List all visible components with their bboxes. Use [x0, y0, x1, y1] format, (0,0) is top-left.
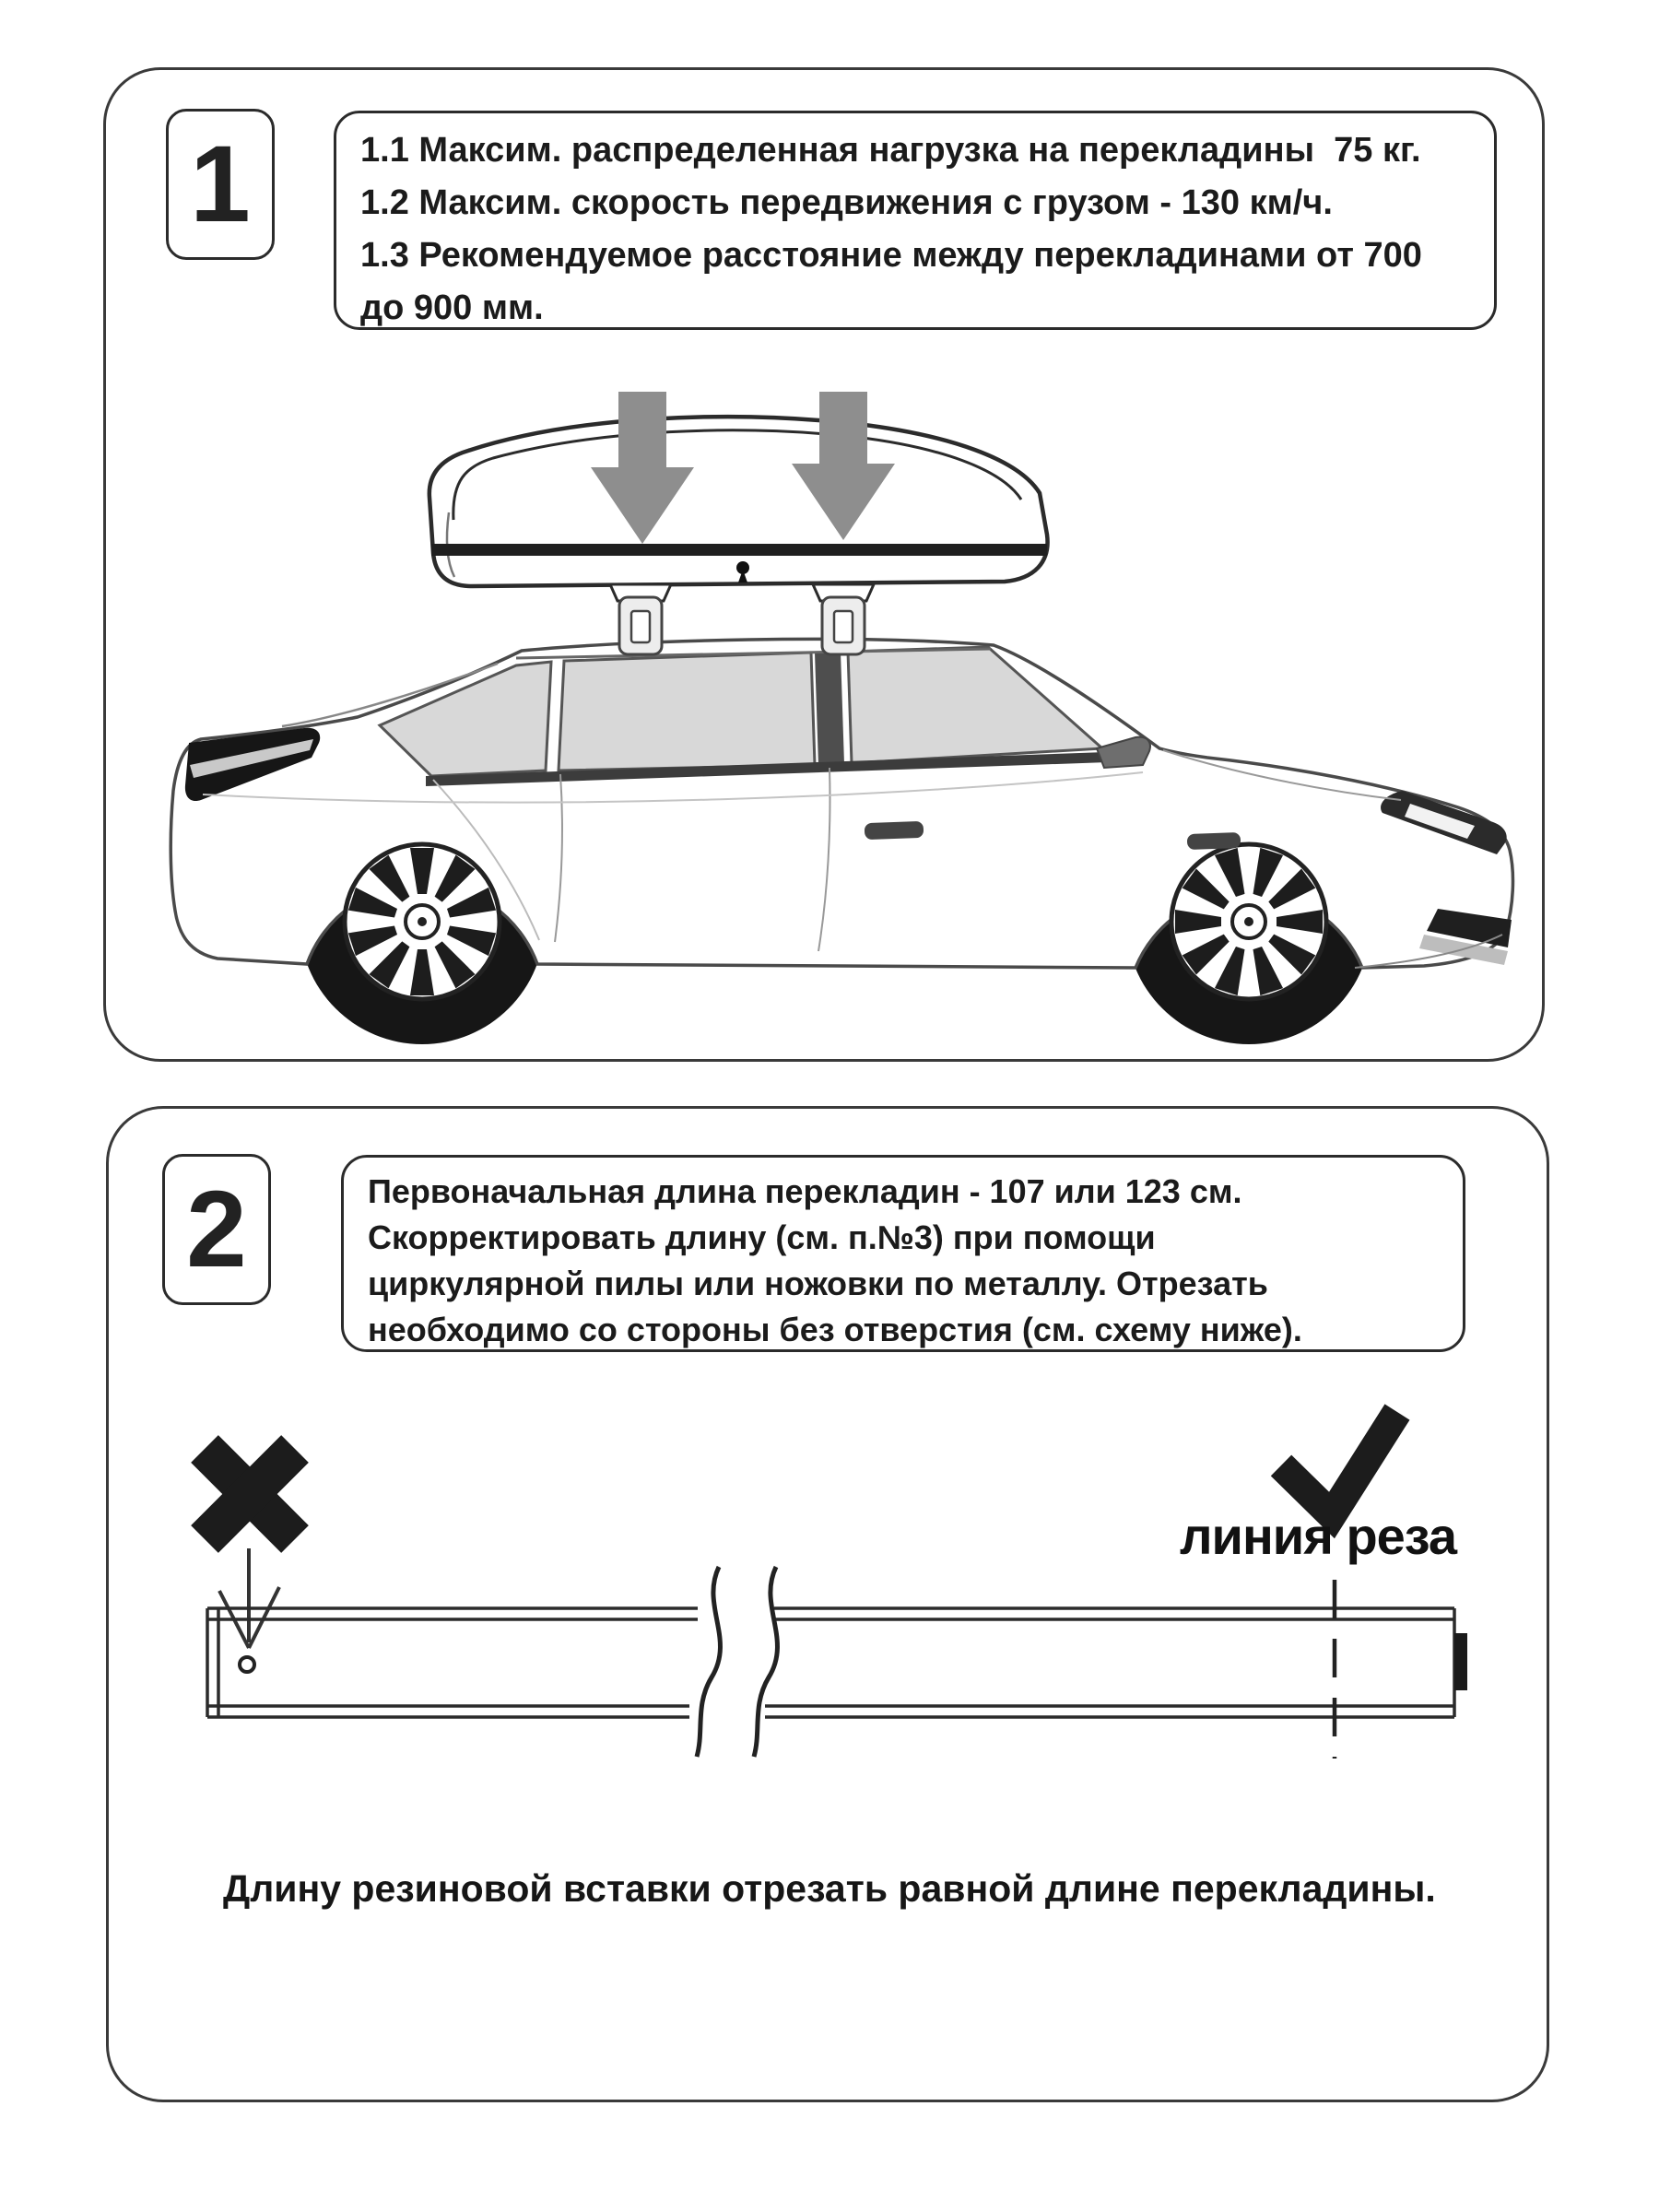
spec-line-distance: 1.3 Рекомендуемое расстояние между перекладинами от 700 [360, 236, 1422, 275]
hole-arrow-icon [219, 1548, 279, 1648]
rear-rim [345, 844, 500, 999]
rear-door-handle [865, 821, 924, 840]
cut-line-adjust: Скорректировать длину (см. п.№3) при помощи [368, 1218, 1156, 1256]
spec-line-distance-2: до 900 мм. [360, 288, 544, 327]
spec-line-max-load: 1.1 Максим. распределенная нагрузка на перекладины 75 кг. [360, 131, 1421, 170]
bar-break-symbol [697, 1567, 777, 1757]
crossbar-cut-diagram [106, 1382, 1544, 1843]
bar-end-tab [1454, 1633, 1467, 1690]
front-door-handle [1187, 832, 1241, 850]
step-2-badge [162, 1154, 271, 1305]
mount-bracket-right [822, 597, 865, 654]
spec-line-max-speed: 1.2 Максим. скорость передвижения с грузом - 130 км/ч. [360, 183, 1333, 222]
step-2-number: 2 [186, 1169, 247, 1290]
rear-door-window [559, 653, 815, 771]
crossbar-bar [207, 1608, 1454, 1717]
b-pillar [815, 652, 844, 765]
cut-line-side: необходимо со стороны без отверстия (см. схему ниже). [368, 1311, 1302, 1348]
step-1-badge [166, 109, 275, 260]
cross-icon [205, 1449, 295, 1539]
cutting-textbox [341, 1155, 1465, 1352]
hole-icon [240, 1657, 254, 1672]
step-1-number: 1 [190, 124, 251, 245]
roof-box-rail [431, 544, 1047, 556]
cut-line-label: линия реза [1179, 1507, 1457, 1565]
rubber-insert-footnote: Длину резиновой вставки отрезать равной длине перекладины. [223, 1867, 1436, 1910]
specs-textbox [334, 111, 1497, 330]
roof-box [429, 417, 1048, 601]
checkmark-icon [1281, 1412, 1397, 1515]
cut-line-tools: циркулярной пилы или ножовки по металлу. Отрезать [368, 1265, 1268, 1302]
front-rim [1171, 844, 1326, 999]
cut-line-initial-length: Первоначальная длина перекладин - 107 или 123 см. [368, 1172, 1242, 1210]
mount-bracket-left [619, 597, 662, 654]
car-roofbox-illustration [103, 387, 1541, 1056]
